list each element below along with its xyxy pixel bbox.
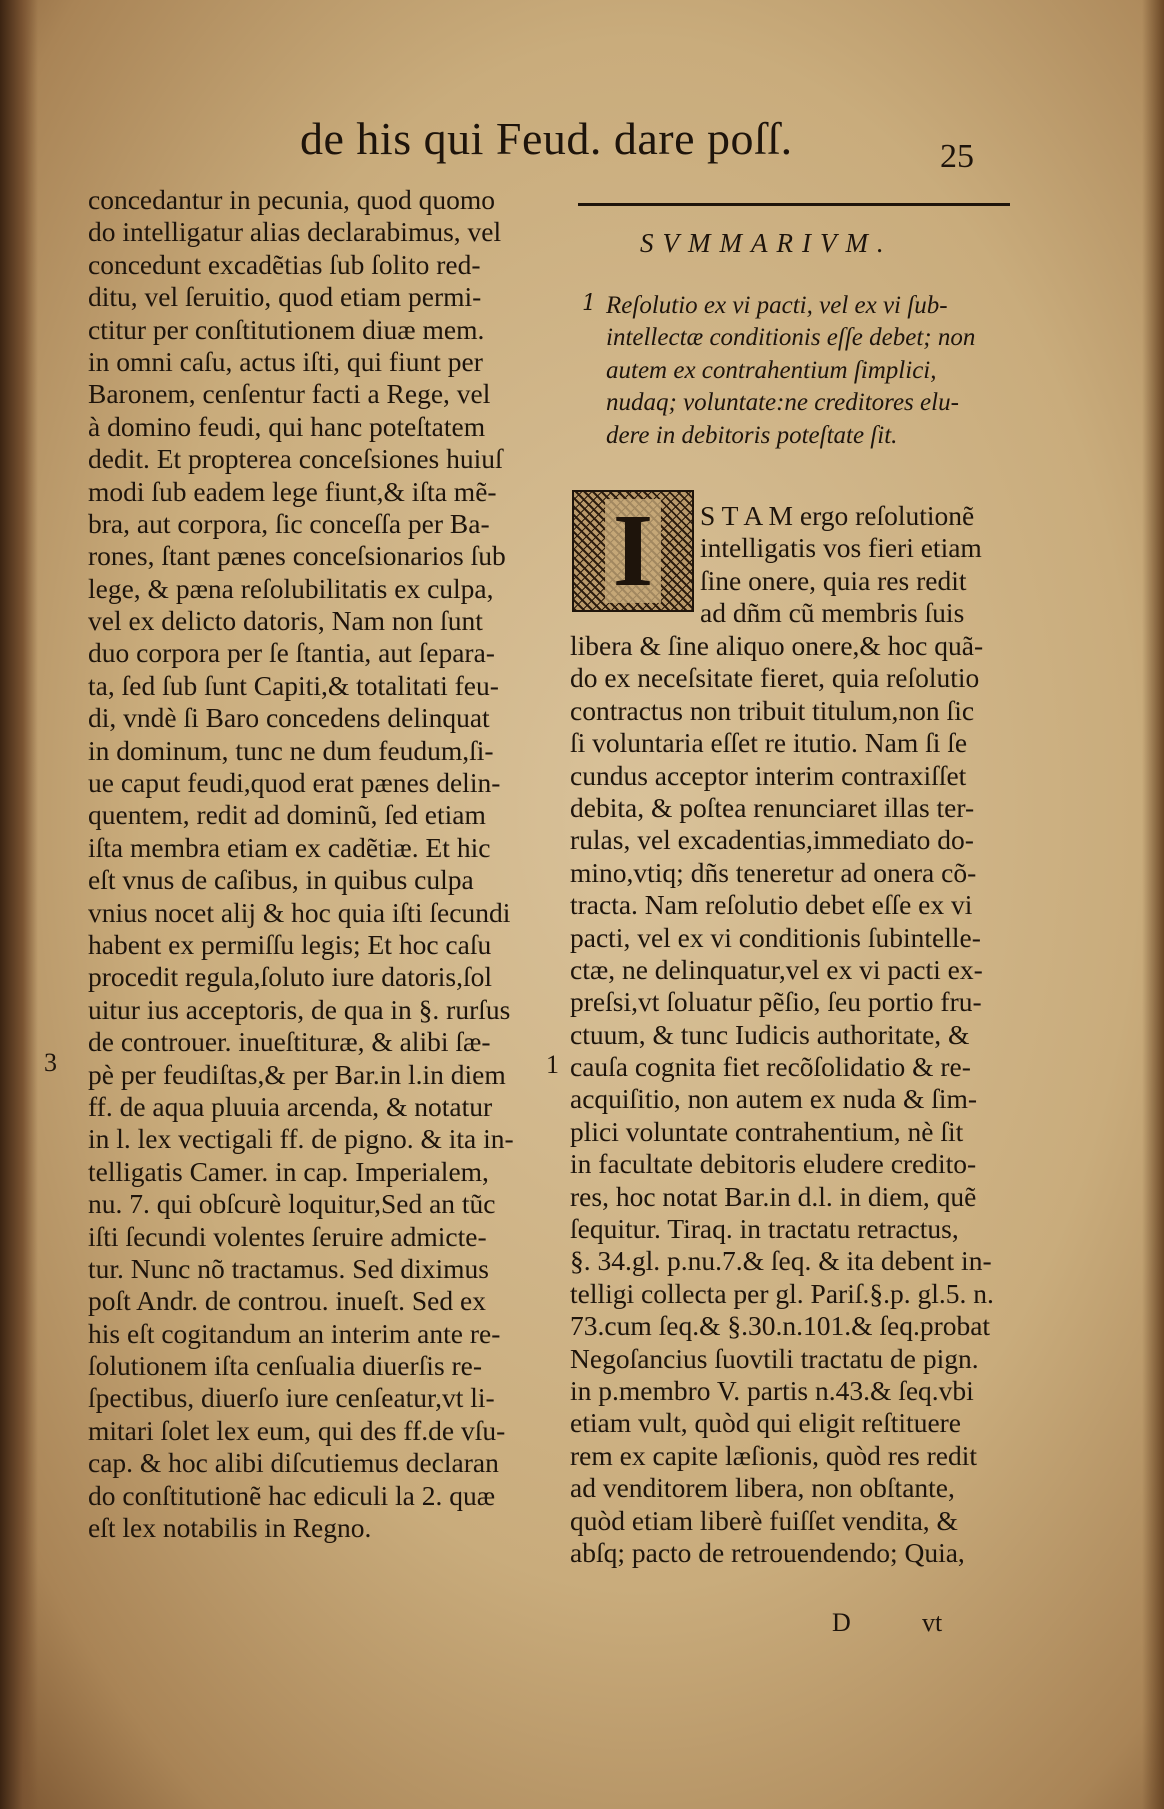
- text-line: iſta membra etiam ex cadẽtiæ. Et hic: [88, 831, 491, 863]
- text-line: pè per feudiſtas,& per Bar.in l.in diem: [88, 1058, 506, 1090]
- signature-mark: D: [832, 1608, 851, 1637]
- text-line: tur. Nunc nõ tractamus. Sed diximus: [88, 1252, 489, 1284]
- decorated-initial: [572, 490, 694, 612]
- text-line: quòd etiam liberè fuiſſet vendita, &: [570, 1504, 958, 1536]
- text-line: do intelligatur alias declarabimus, vel: [88, 216, 502, 248]
- margin-note-left: 3: [44, 1048, 57, 1077]
- initial-letter: I: [605, 499, 661, 603]
- summary-line: autem ex contrahentium ſimplici,: [606, 356, 937, 384]
- text-line: ſine onere, quia res redit: [700, 564, 967, 596]
- text-line: uitur ius acceptoris, de qua in §. rurſus: [88, 993, 511, 1025]
- page-gutter-shadow: [0, 0, 38, 1809]
- text-line: §. 34.gl. p.nu.7.& ſeq. & ita debent in-: [570, 1245, 992, 1277]
- text-line: in omni caſu, actus iſti, qui fiunt per: [88, 345, 483, 377]
- text-line: telligatis Camer. in cap. Imperialem,: [88, 1155, 489, 1187]
- text-line: abſq; pacto de retrouendendo; Quia,: [570, 1536, 965, 1568]
- text-line: Negoſancius ſuovtili tractatu de pign.: [570, 1342, 979, 1374]
- text-line: ue caput feudi,quod erat pænes delin-: [88, 767, 501, 799]
- text-line: concedunt excadẽtias ſub ſolito red-: [88, 248, 481, 280]
- summary-line: intellectæ conditionis eſſe debet; non: [606, 324, 976, 352]
- text-line: vel ex delicto datoris, Nam non ſunt: [88, 605, 483, 637]
- text-line: lege, & pæna reſolubilitatis ex culpa,: [88, 572, 494, 604]
- text-line: cundus acceptor interim contraxiſſet: [570, 759, 967, 791]
- text-line: 73.cum ſeq.& §.30.n.101.& ſeq.probat: [570, 1310, 991, 1342]
- text-line: ta, ſed ſub ſunt Capiti,& totalitati feu-: [88, 669, 499, 701]
- text-line: telligi collecta per gl. Pariſ.§.p. gl.5. n.: [570, 1277, 994, 1309]
- text-line: habent ex permiſſu legis; Et hoc caſu: [88, 928, 492, 960]
- text-line: quentem, redit ad dominũ, ſed etiam: [88, 799, 486, 831]
- text-line: res, hoc notat Bar.in d.l. in diem, quẽ: [570, 1180, 977, 1212]
- text-line: concedantur in pecunia, quod quomo: [88, 184, 496, 215]
- text-line: mino,vtiq; dñs teneretur ad onera cõ-: [570, 856, 977, 888]
- text-line: ſpectibus, diuerſo iure cenſeatur,vt li-: [88, 1382, 495, 1414]
- text-line: in l. lex vectigali ff. de pigno. & ita in-: [88, 1123, 514, 1155]
- catchword: vt: [922, 1608, 943, 1637]
- text-line: debita, & poſtea renunciaret illas ter-: [570, 791, 975, 823]
- right-column-top: [700, 500, 982, 630]
- text-line: ctuum, & tunc Iudicis authoritate, &: [570, 1018, 970, 1050]
- text-line: ditu, vel ſeruitio, quod etiam permi-: [88, 281, 482, 313]
- header-rule: [578, 203, 1010, 206]
- text-line: in dominum, tunc ne dum feudum,ſi-: [88, 734, 494, 766]
- text-line: duo corpora per ſe ſtantia, aut ſepara-: [88, 637, 495, 669]
- text-line: do conſtitutionẽ hac ediculi la 2. quæ: [88, 1479, 496, 1511]
- text-line: acquiſitio, non autem ex nuda & ſim-: [570, 1083, 978, 1115]
- text-line: ctæ, ne delinquatur,vel ex vi pacti ex-: [570, 953, 983, 985]
- summary-line: dere in debitoris poteſtate ſit.: [606, 421, 898, 449]
- text-line: dedit. Et propterea conceſsiones huiuſ: [88, 443, 503, 475]
- text-line: rem ex capite læſionis, quòd res redit: [570, 1439, 978, 1471]
- text-line: ſi voluntaria eſſet re itutio. Nam ſi ſe: [570, 727, 968, 759]
- left-column: [88, 184, 548, 1544]
- text-line: tracta. Nam reſolutio debet eſſe ex vi: [570, 889, 973, 921]
- text-line: de controuer. inueſtituræ, & alibi ſæ-: [88, 1026, 491, 1058]
- text-line: in p.membro V. partis n.43.& ſeq.vbi: [570, 1374, 974, 1406]
- text-line: à domino feudi, qui hanc poteſtatem: [88, 410, 486, 442]
- text-line: iſti ſecundi volentes ſeruire admicte-: [88, 1220, 487, 1252]
- page-edge-shadow: [1142, 0, 1164, 1809]
- text-line: ſequitur. Tiraq. in tractatu retractus,: [570, 1213, 959, 1245]
- text-line: cauſa cognita fiet recõſolidatio & re-: [570, 1051, 971, 1083]
- text-line: intelligatis vos fieri etiam: [700, 532, 982, 564]
- text-line: rones, ſtant pænes conceſsionarios ſub: [88, 540, 506, 572]
- text-line: eſt lex notabilis in Regno.: [88, 1512, 372, 1544]
- text-line: his eſt cogitandum an interim ante re-: [88, 1317, 501, 1349]
- text-line: mitari ſolet lex eum, qui des ff.de vſu-: [88, 1414, 506, 1446]
- text-line: di, vndè ſi Baro concedens delinquat: [88, 702, 490, 734]
- text-line: bra, aut corpora, ſic conceſſa per Ba-: [88, 507, 490, 539]
- summary-item-number: 1: [582, 291, 596, 316]
- text-line: ad dñm cũ membris ſuis: [700, 597, 965, 629]
- text-line: procedit regula,ſoluto iure datoris,ſol: [88, 961, 492, 993]
- text-line: in facultate debitoris eludere credito-: [570, 1148, 977, 1180]
- text-line: cap. & hoc alibi diſcutiemus declaran: [88, 1447, 499, 1479]
- text-line: ctitur per conſtitutionem diuæ mem.: [88, 313, 485, 345]
- text-line: ad venditorem libera, non obſtante,: [570, 1472, 955, 1504]
- text-line: contractus non tribuit titulum,non ſic: [570, 694, 975, 726]
- text-line: nu. 7. qui obſcurè loquitur,Sed an tũc: [88, 1188, 496, 1220]
- text-line: ff. de aqua pluuia arcenda, & notatur: [88, 1090, 493, 1122]
- text-line: libera & ſine aliquo onere,& hoc quã-: [570, 630, 984, 661]
- text-line: poſt Andr. de controu. inueſt. Sed ex: [88, 1285, 486, 1317]
- summary-text: [606, 290, 1016, 452]
- text-line: etiam vult, quòd qui eligit reſtituere: [570, 1407, 962, 1439]
- text-line: do ex neceſsitate fieret, quia reſolutio: [570, 662, 980, 694]
- summary-line: Reſolutio ex vi pacti, vel ex vi ſub-: [606, 292, 948, 319]
- text-line: S T A M ergo reſolutionẽ: [700, 500, 975, 531]
- margin-note-right: 1: [546, 1050, 559, 1079]
- text-line: eſt vnus de caſibus, in quibus culpa: [88, 864, 474, 896]
- right-column-body: [570, 630, 994, 1569]
- text-line: plici voluntate contrahentium, nè ſit: [570, 1115, 964, 1147]
- page-number: 25: [940, 138, 974, 175]
- summary-line: nudaq; voluntate:ne creditores elu-: [606, 389, 959, 417]
- text-line: vnius nocet alij & hoc quia iſti ſecundi: [88, 896, 511, 928]
- text-line: rulas, vel excadentias,immediato do-: [570, 824, 974, 856]
- summarium-heading: SVMMARIVM.: [640, 228, 893, 258]
- text-line: preſsi,vt ſoluatur pẽſio, ſeu portio fru-: [570, 986, 982, 1018]
- text-line: Baronem, cenſentur facti a Rege, vel: [88, 378, 491, 410]
- text-line: modi ſub eadem lege fiunt,& iſta mẽ-: [88, 475, 497, 507]
- text-line: ſolutionem iſta cenſualia diuerſis re-: [88, 1350, 483, 1382]
- text-line: pacti, vel ex vi conditionis ſubintelle-: [570, 921, 981, 953]
- running-header: de his qui Feud. dare poſſ.: [300, 113, 793, 164]
